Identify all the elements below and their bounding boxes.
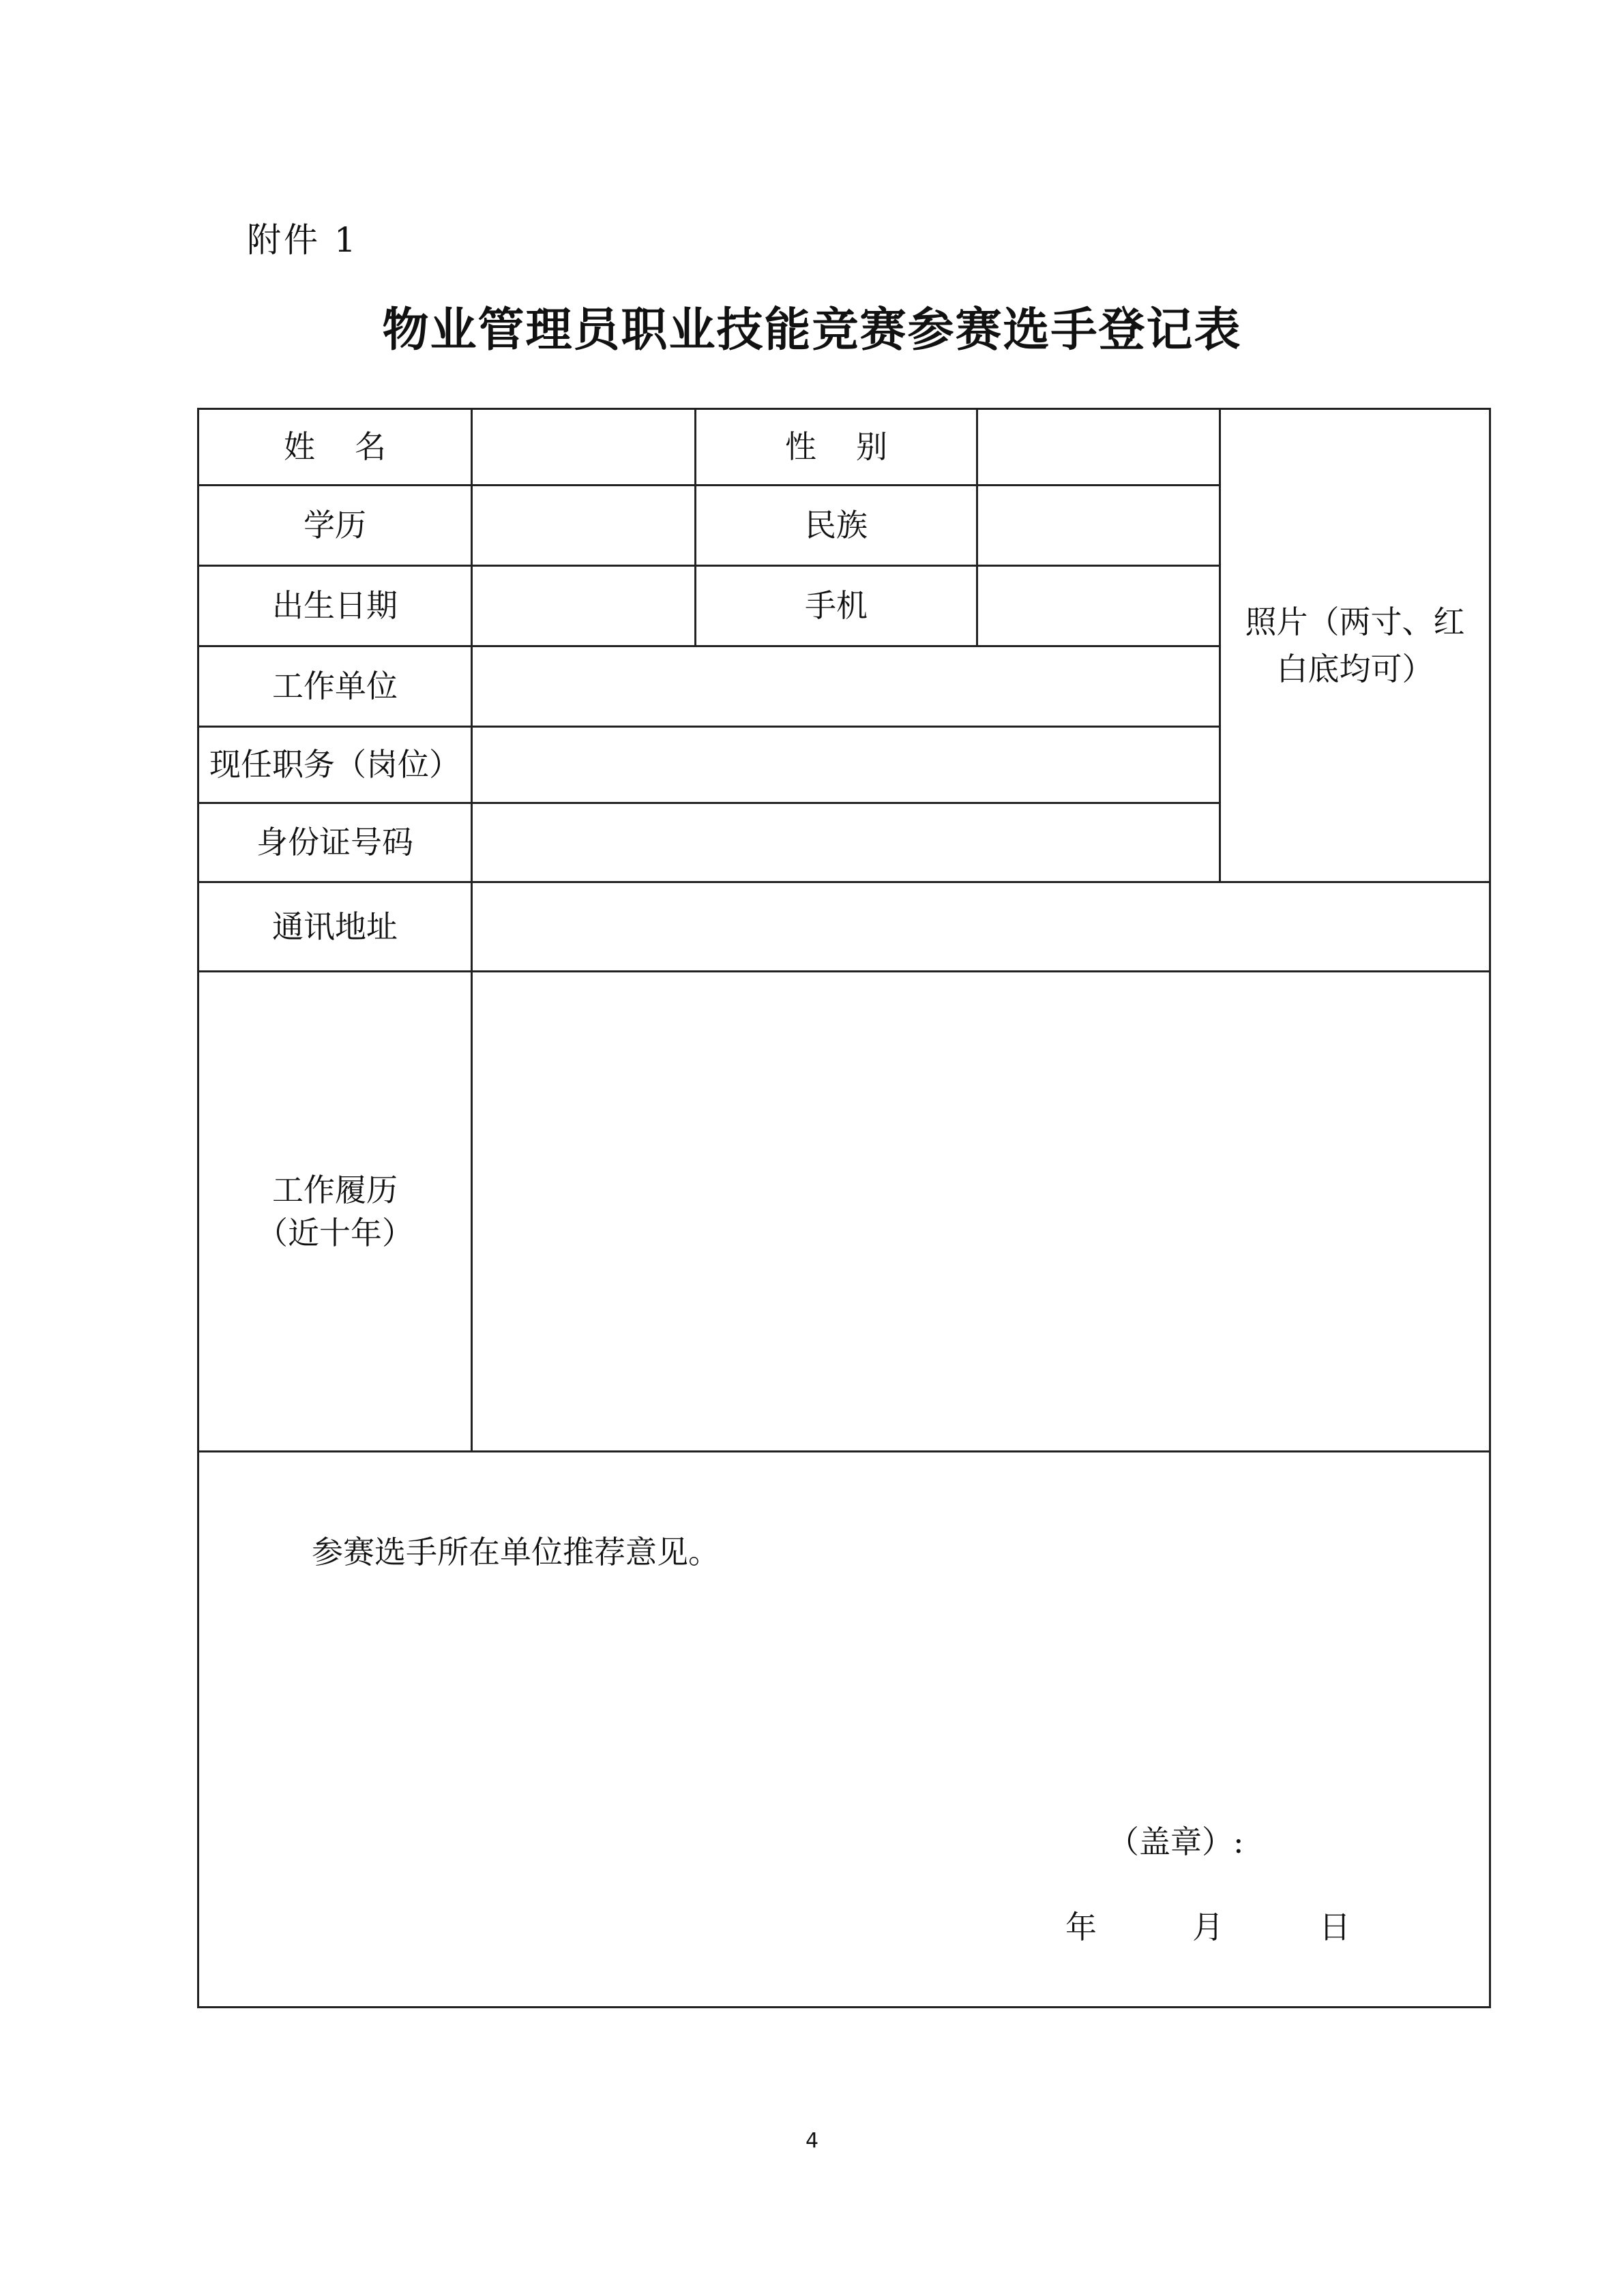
- row-address: [198, 882, 1490, 972]
- seal-label: （盖章）:: [1108, 1823, 1244, 1860]
- year-label: 年: [1065, 1909, 1097, 1945]
- id-number-label: 身份证号码: [198, 803, 472, 882]
- row-name-gender: [198, 409, 1490, 486]
- phone-label: 手机: [696, 566, 977, 646]
- work-history-field[interactable]: [472, 972, 1490, 1452]
- form-title: 物业管理员职业技能竞赛参赛选手登记表: [382, 303, 1242, 357]
- address-field[interactable]: [472, 882, 1490, 972]
- recommendation-field[interactable]: [198, 1452, 1490, 2008]
- page-number: 4: [805, 2129, 819, 2153]
- gender-label: 性别: [785, 428, 927, 466]
- employer-label: 工作单位: [198, 646, 472, 727]
- birthdate-label: 出生日期: [198, 566, 472, 646]
- registration-form-table: [197, 408, 1491, 2008]
- work-history-label: 工作履历: [272, 1172, 398, 1209]
- name-field[interactable]: [472, 409, 696, 486]
- ethnicity-label: 民族: [696, 486, 977, 566]
- phone-field[interactable]: [977, 566, 1220, 646]
- ethnicity-field[interactable]: [977, 486, 1220, 566]
- id-number-field[interactable]: [472, 803, 1220, 882]
- gender-label-cell: [696, 409, 977, 486]
- photo-cell[interactable]: [1220, 409, 1490, 882]
- employer-field[interactable]: [472, 646, 1220, 727]
- address-label: 通讯地址: [198, 882, 472, 972]
- day-label: 日: [1319, 1909, 1350, 1945]
- name-label: 姓名: [284, 428, 426, 466]
- row-recommendation: [198, 1452, 1490, 2008]
- education-field[interactable]: [472, 486, 696, 566]
- birthdate-field[interactable]: [472, 566, 696, 646]
- gender-field[interactable]: [977, 409, 1220, 486]
- month-label: 月: [1192, 1909, 1224, 1945]
- photo-label: 照片（两寸、红白底均可）: [1245, 603, 1465, 687]
- name-label-cell: [198, 409, 472, 486]
- position-field[interactable]: [472, 727, 1220, 803]
- work-history-label-cell: [198, 972, 472, 1452]
- date-line: [1065, 1906, 1350, 1948]
- education-label: 学历: [198, 486, 472, 566]
- row-work-history: [198, 972, 1490, 1452]
- recommendation-prompt: 参赛选手所在单位推荐意见。: [312, 1534, 720, 1570]
- position-label: 现任职务（岗位）: [198, 727, 472, 803]
- work-history-note: （近十年）: [256, 1214, 413, 1251]
- attachment-label: 附件 1: [247, 220, 359, 260]
